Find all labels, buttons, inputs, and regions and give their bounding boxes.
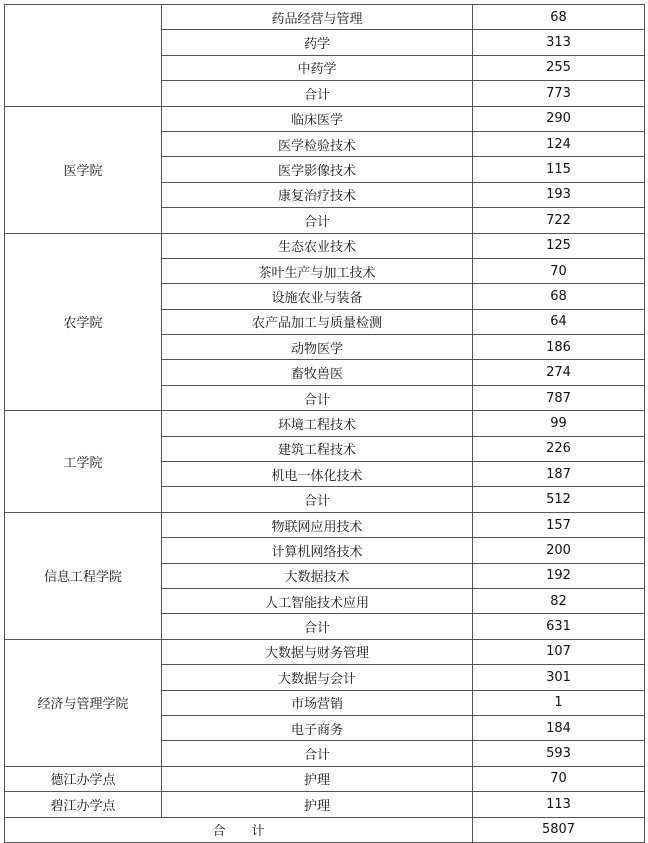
- count-cell: 200: [473, 538, 645, 563]
- major-cell: 药学: [162, 30, 473, 55]
- major-cell: 生态农业技术: [162, 233, 473, 258]
- major-cell: 畜牧兽医: [162, 360, 473, 385]
- grand-total-count: 5807: [473, 817, 645, 842]
- enrollment-table-body: [5, 5, 645, 818]
- major-cell: 医学检验技术: [162, 131, 473, 156]
- major-cell: 康复治疗技术: [162, 182, 473, 207]
- table-row: [5, 792, 645, 817]
- subtotal-label: 合计: [162, 208, 473, 233]
- count-cell: 107: [473, 639, 645, 664]
- count-cell: 82: [473, 588, 645, 613]
- count-cell: 226: [473, 436, 645, 461]
- subtotal-count: 631: [473, 614, 645, 639]
- count-cell: 124: [473, 131, 645, 156]
- table-row: [5, 233, 645, 258]
- college-cell: 碧江办学点: [5, 792, 162, 817]
- major-cell: 临床医学: [162, 106, 473, 131]
- subtotal-label: 合计: [162, 385, 473, 410]
- count-cell: 192: [473, 563, 645, 588]
- subtotal-count: 722: [473, 208, 645, 233]
- subtotal-count: 512: [473, 487, 645, 512]
- major-cell: 电子商务: [162, 715, 473, 740]
- count-cell: 1: [473, 690, 645, 715]
- count-cell: 187: [473, 462, 645, 487]
- subtotal-label: 合计: [162, 487, 473, 512]
- count-cell: 125: [473, 233, 645, 258]
- college-cell: 工学院: [5, 411, 162, 513]
- count-cell: 68: [473, 5, 645, 30]
- count-cell: 157: [473, 512, 645, 537]
- subtotal-count: 787: [473, 385, 645, 410]
- college-cell: 信息工程学院: [5, 512, 162, 639]
- subtotal-label: 合计: [162, 741, 473, 766]
- subtotal-count: 593: [473, 741, 645, 766]
- major-cell: 大数据技术: [162, 563, 473, 588]
- table-row: [5, 766, 645, 791]
- major-cell: 机电一体化技术: [162, 462, 473, 487]
- subtotal-label: 合计: [162, 81, 473, 106]
- count-cell: 70: [473, 258, 645, 283]
- major-cell: 药品经营与管理: [162, 5, 473, 30]
- college-cell: 农学院: [5, 233, 162, 411]
- count-cell: 64: [473, 309, 645, 334]
- major-cell: 市场营销: [162, 690, 473, 715]
- college-cell: 经济与管理学院: [5, 639, 162, 766]
- grand-total-row: [5, 817, 645, 842]
- major-cell: 计算机网络技术: [162, 538, 473, 563]
- count-cell: 99: [473, 411, 645, 436]
- major-cell: 动物医学: [162, 335, 473, 360]
- grand-total-label: [5, 817, 473, 842]
- major-cell: 农产品加工与质量检测: [162, 309, 473, 334]
- count-cell: 68: [473, 284, 645, 309]
- count-cell: 193: [473, 182, 645, 207]
- table-row: [5, 512, 645, 537]
- count-cell: 313: [473, 30, 645, 55]
- count-cell: 274: [473, 360, 645, 385]
- count-cell: 255: [473, 55, 645, 80]
- major-cell: 医学影像技术: [162, 157, 473, 182]
- table-row: [5, 106, 645, 131]
- major-cell: 大数据与会计: [162, 665, 473, 690]
- enrollment-table: [4, 4, 645, 843]
- major-cell: 中药学: [162, 55, 473, 80]
- count-cell: 115: [473, 157, 645, 182]
- count-cell: 301: [473, 665, 645, 690]
- count-cell: 70: [473, 766, 645, 791]
- college-cell: 医学院: [5, 106, 162, 233]
- major-cell: 环境工程技术: [162, 411, 473, 436]
- count-cell: 290: [473, 106, 645, 131]
- major-cell: 护理: [162, 792, 473, 817]
- major-cell: 设施农业与装备: [162, 284, 473, 309]
- grand-total-label-left: 合: [212, 824, 226, 840]
- table-row: [5, 639, 645, 664]
- major-cell: 茶叶生产与加工技术: [162, 258, 473, 283]
- major-cell: 大数据与财务管理: [162, 639, 473, 664]
- major-cell: 人工智能技术应用: [162, 588, 473, 613]
- major-cell: 建筑工程技术: [162, 436, 473, 461]
- grand-total-label-right: 计: [251, 824, 265, 840]
- major-cell: 物联网应用技术: [162, 512, 473, 537]
- count-cell: 113: [473, 792, 645, 817]
- table-row: [5, 5, 645, 30]
- subtotal-count: 773: [473, 81, 645, 106]
- count-cell: 184: [473, 715, 645, 740]
- major-cell: 护理: [162, 766, 473, 791]
- count-cell: 186: [473, 335, 645, 360]
- college-cell: 德江办学点: [5, 766, 162, 791]
- college-cell: [5, 5, 162, 107]
- subtotal-label: 合计: [162, 614, 473, 639]
- table-row: [5, 411, 645, 436]
